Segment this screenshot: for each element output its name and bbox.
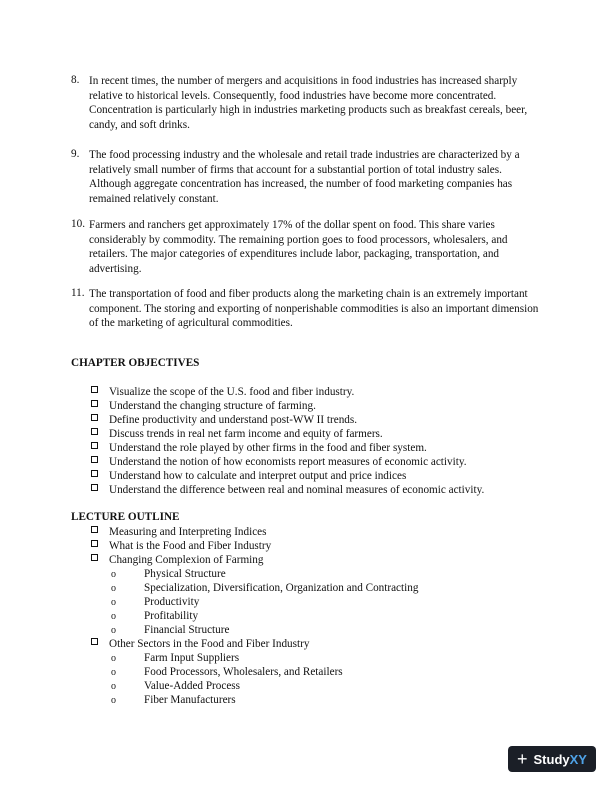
checkbox-bullet-icon bbox=[91, 638, 98, 645]
studyxy-badge[interactable] bbox=[508, 746, 596, 772]
paragraph-number: 10. bbox=[71, 218, 85, 230]
circle-bullet-icon: o bbox=[111, 695, 116, 706]
outline-subitem: o Productivity bbox=[111, 596, 200, 608]
objective-item: Understand the role played by other firms in the food and fiber system. bbox=[91, 441, 427, 455]
checkbox-bullet-icon bbox=[91, 470, 98, 477]
circle-bullet-icon: o bbox=[111, 583, 116, 594]
paragraph-text: The transportation of food and fiber products along the marketing chain is an extremely important component. The storing and exporting of nonperishable commodities is also an important dimension of the marketing of agricultural commodities. bbox=[89, 288, 539, 330]
numbered-paragraph-10 bbox=[71, 218, 541, 276]
checkbox-bullet-icon bbox=[91, 386, 98, 393]
paragraph-number: 8. bbox=[71, 74, 80, 86]
checkbox-bullet-icon bbox=[91, 414, 98, 421]
lecture-outline-heading: LECTURE OUTLINE bbox=[71, 511, 180, 523]
paragraph-number: 9. bbox=[71, 148, 80, 160]
outline-subitem: o Food Processors, Wholesalers, and Retailers bbox=[111, 666, 343, 678]
outline-item: Changing Complexion of Farming bbox=[91, 553, 263, 567]
outline-subitem: o Financial Structure bbox=[111, 624, 230, 636]
checkbox-bullet-icon bbox=[91, 400, 98, 407]
circle-bullet-icon: o bbox=[111, 653, 116, 664]
objective-item: Visualize the scope of the U.S. food and fiber industry. bbox=[91, 385, 354, 399]
circle-bullet-icon: o bbox=[111, 569, 116, 580]
paragraph-text: The food processing industry and the wholesale and retail trade industries are characterized by a relatively small number of firms that account for a substantial portion of total industry sales. Although aggregate concentration has increased, the number of food marketing companies has remained relatively constant. bbox=[89, 149, 520, 205]
paragraph-text: In recent times, the number of mergers and acquisitions in food industries has increased sharply relative to historical levels. Consequently, food industries have become more concentrated. Concentration is particularly high in industries marketing products such as breakfast cereals, beer, candy, and soft drinks. bbox=[89, 75, 528, 131]
checkbox-bullet-icon bbox=[91, 428, 98, 435]
outline-subitem: o Specialization, Diversification, Organization and Contracting bbox=[111, 582, 419, 594]
outline-subitem: o Fiber Manufacturers bbox=[111, 694, 236, 706]
objective-item: Understand the notion of how economists report measures of economic activity. bbox=[91, 455, 467, 469]
circle-bullet-icon: o bbox=[111, 611, 116, 622]
objective-item: Understand the difference between real and nominal measures of economic activity. bbox=[91, 483, 484, 497]
outline-subitem: o Farm Input Suppliers bbox=[111, 652, 240, 664]
checkbox-bullet-icon bbox=[91, 484, 98, 491]
badge-xy-label: XY bbox=[569, 751, 587, 767]
checkbox-bullet-icon bbox=[91, 554, 98, 561]
numbered-paragraph-8 bbox=[71, 74, 541, 132]
numbered-paragraph-9 bbox=[71, 148, 541, 206]
badge-study-label: Study bbox=[533, 751, 570, 767]
checkbox-bullet-icon bbox=[91, 442, 98, 449]
numbered-paragraph-11 bbox=[71, 287, 541, 331]
outline-subitem: o Value-Added Process bbox=[111, 680, 240, 692]
objective-item: Define productivity and understand post-WW II trends. bbox=[91, 413, 357, 427]
circle-bullet-icon: o bbox=[111, 597, 116, 608]
checkbox-bullet-icon bbox=[91, 540, 98, 547]
circle-bullet-icon: o bbox=[111, 667, 116, 678]
objective-item: Discuss trends in real net farm income and equity of farmers. bbox=[91, 427, 383, 441]
outline-subitem: o Profitability bbox=[111, 610, 199, 622]
paragraph-number: 11. bbox=[71, 287, 85, 299]
circle-bullet-icon: o bbox=[111, 681, 116, 692]
plus-icon: + bbox=[517, 749, 528, 769]
outline-item: Other Sectors in the Food and Fiber Industry bbox=[91, 637, 309, 651]
paragraph-text: Farmers and ranchers get approximately 17% of the dollar spent on food. This share varies considerably by commodity. The remaining portion goes to food processors, wholesalers, and retailers. The major categories of expenditures include labor, packaging, transportation, and advertising. bbox=[89, 219, 508, 275]
chapter-objectives-heading: CHAPTER OBJECTIVES bbox=[71, 357, 200, 369]
circle-bullet-icon: o bbox=[111, 625, 116, 636]
outline-item: Measuring and Interpreting Indices bbox=[91, 525, 267, 539]
checkbox-bullet-icon bbox=[91, 456, 98, 463]
outline-item: What is the Food and Fiber Industry bbox=[91, 539, 271, 553]
checkbox-bullet-icon bbox=[91, 526, 98, 533]
objective-item: Understand the changing structure of farming. bbox=[91, 399, 316, 413]
outline-subitem: o Physical Structure bbox=[111, 568, 226, 580]
objective-item: Understand how to calculate and interpret output and price indices bbox=[91, 469, 406, 483]
